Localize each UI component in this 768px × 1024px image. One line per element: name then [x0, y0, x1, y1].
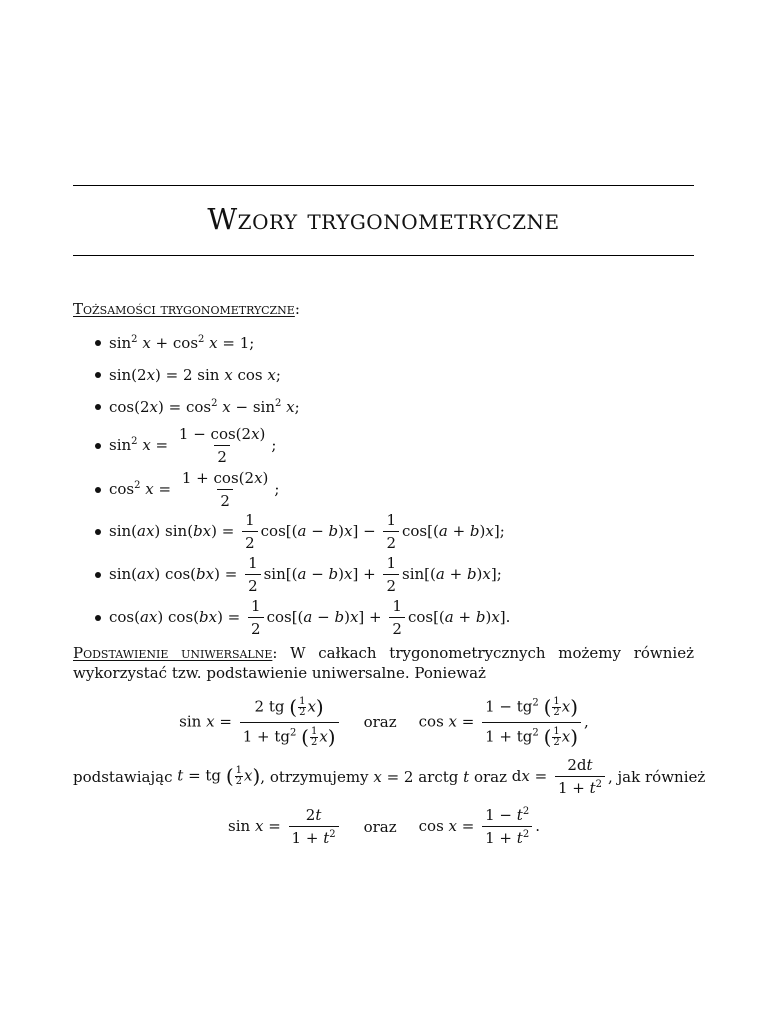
formula-math: $\cos(2x) = \cos^2 x - \sin^2 x$; [109, 398, 300, 416]
identities-heading-text: Tożsamości trygonometryczne [73, 300, 295, 318]
page-title: Wzory trygonometryczne [207, 202, 560, 236]
sin-x-t: sin x = $\frac{2t}{1 + t^2}$ [228, 805, 342, 849]
bullet-icon [95, 572, 101, 578]
formula-math: sin(2x) = 2 sin x cos x; [109, 366, 281, 384]
formula-item [95, 510, 505, 554]
substitution-line [73, 755, 705, 799]
formula-item [95, 424, 276, 468]
section-identities-heading [73, 299, 300, 319]
identities-heading-colon: : [294, 300, 300, 318]
formula-item [95, 397, 300, 417]
top-rule [73, 185, 694, 186]
formula-item [95, 365, 281, 385]
bullet-icon [95, 615, 101, 621]
conj-oraz: oraz [363, 713, 397, 732]
bullet-icon [95, 404, 101, 410]
formula-item [95, 596, 510, 640]
sin-x-tan-half: sin x = 2 tg ( $\frac{1}{2}$ x) $1 + tg^2$ ( $\frac{1}{2}$ x) [179, 694, 341, 751]
formula-item [95, 553, 502, 597]
bullet-icon [95, 340, 101, 346]
formula-math: sin(ax) sin(bx) = $\frac{1}{2}$ cos[(a − b)x] − $\frac{1}{2}$ cos[(a + b)x]; [109, 511, 505, 553]
formula-math: $\sin^2 x + \cos^2 x = 1$; [109, 334, 255, 352]
substitution-text-1: podstawiając [73, 767, 173, 786]
formula-math: $\sin^2 x$ = $\frac{1 - \cos(2x)}{2}$ ; [109, 425, 277, 467]
bullet-icon [95, 487, 101, 493]
formula-math: $\cos^2 x$ = $\frac{1 + \cos(2x)}{2}$ ; [109, 469, 280, 511]
title-bottom-rule [73, 255, 694, 256]
universal-intro-text: : W całkach trygonometrycznych możemy również wykorzystać tzw. podstawienie uniwersalne. Ponieważ [73, 644, 694, 683]
substitution-text-3: oraz [473, 767, 507, 786]
cos-x-tan-half: cos x = $1 - tg^2$ ( $\frac{1}{2}$ x) $1 + tg^2$ ( $\frac{1}{2}$ x) , [418, 695, 589, 749]
cos-x-t: cos x = $\frac{1 - t^2}{1 + t^2}$ . [418, 806, 540, 848]
formula-math: sin(ax) cos(bx) = $\frac{1}{2}$ sin[(a − b)x] + $\frac{1}{2}$ sin[(a + b)x]; [109, 554, 502, 596]
bullet-icon [95, 372, 101, 378]
formula-item [95, 333, 254, 353]
math-x-arctg: x = 2 arctg t [373, 767, 470, 786]
substitution-text-4: , jak również [608, 767, 706, 786]
substitution-text-2: , otrzymujemy [260, 767, 369, 786]
math-dx: dx = $\frac{2dt}{1 + t^2}$ [507, 755, 608, 799]
display-equation-sin-cos [0, 694, 768, 751]
display-equation-sin-cos-t [0, 805, 768, 849]
formula-item [95, 468, 279, 512]
universal-heading-text: Podstawienie uniwersalne [73, 644, 273, 662]
bullet-icon [95, 443, 101, 449]
conj-oraz-2: oraz [363, 817, 397, 836]
formula-math: cos(ax) cos(bx) = $\frac{1}{2}$ cos[(a − b)x] + $\frac{1}{2}$ cos[(a + b)x]. [109, 597, 511, 639]
bullet-icon [95, 529, 101, 535]
universal-substitution-paragraph [73, 643, 694, 684]
math-t-def: t = tg ( $\frac{1}{2}$ x) [177, 764, 261, 789]
